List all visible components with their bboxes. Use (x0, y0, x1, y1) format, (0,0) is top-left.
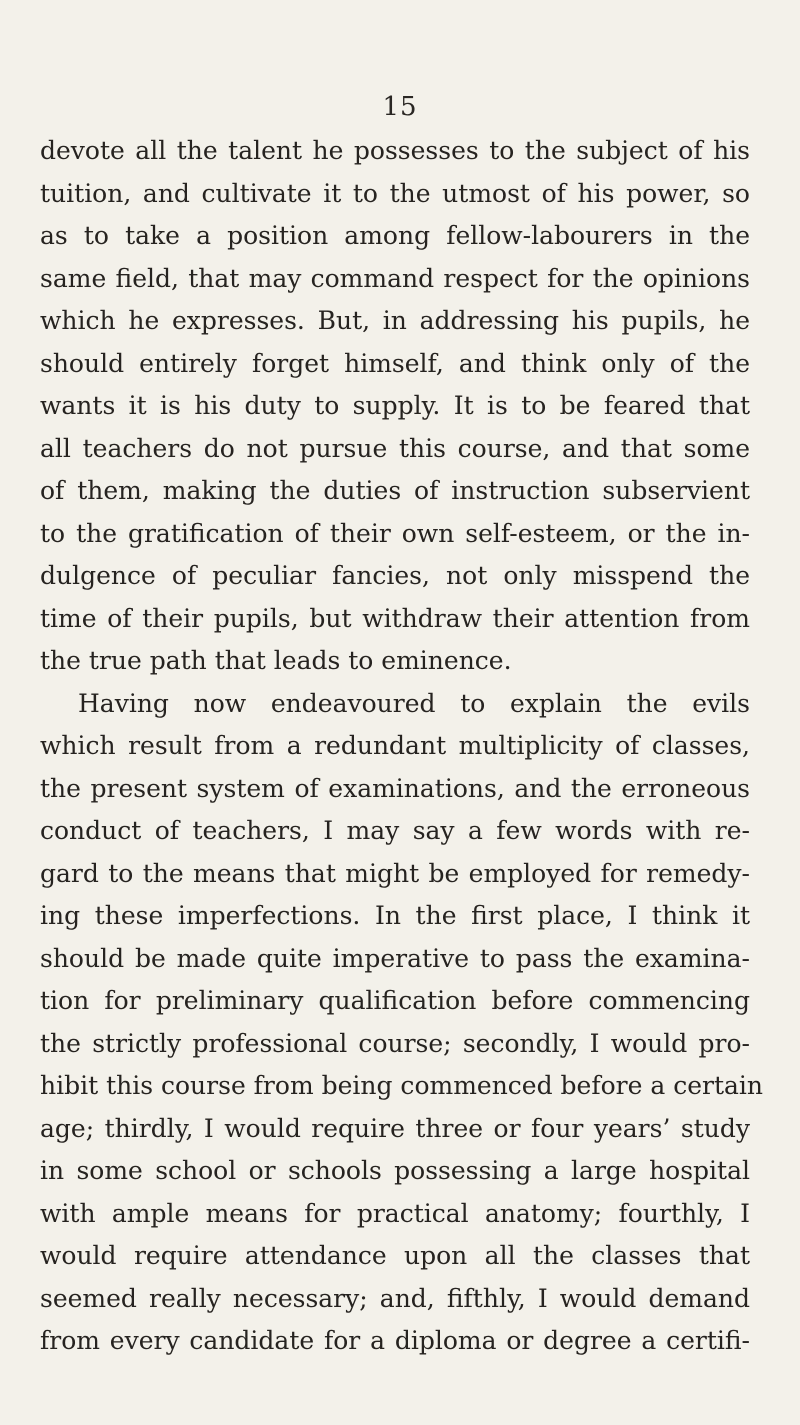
text-line: Having now endeavoured to explain the evils (78, 688, 750, 718)
text-line: wants it is his duty to supply. It is to be feared that (40, 391, 750, 420)
text-line: of them, making the duties of instruction subservient (40, 476, 750, 505)
body-text (40, 130, 763, 1363)
text-line: from every candidate for a diploma or degree a certifi- (40, 1326, 750, 1355)
text-line: which result from a redundant multiplicity of classes, (40, 731, 750, 760)
text-line: the present system of examinations, and the erroneous (40, 773, 750, 803)
text-line: time of their pupils, but withdraw their attention from (40, 603, 750, 633)
text-line: tion for preliminary qualification before commencing (40, 986, 750, 1015)
text-line: age; thirdly, I would require three or four years’ study (40, 1113, 750, 1143)
text-line: as to take a position among fellow-labourers in the (40, 221, 750, 250)
text-line: with ample means for practical anatomy; fourthly, I (40, 1198, 750, 1228)
text-line: all teachers do not pursue this course, and that some (40, 433, 750, 463)
text-line: should entirely forget himself, and think only of the (40, 348, 750, 378)
text-line: same field, that may command respect for the opinions (40, 263, 750, 293)
text-line: hibit this course from being commenced before a certain (40, 1071, 763, 1100)
text-line: conduct of teachers, I may say a few words with re- (40, 816, 750, 845)
text-line: the true path that leads to eminence. (40, 646, 512, 675)
text-line: should be made quite imperative to pass the examina- (40, 943, 750, 973)
text-line: gard to the means that might be employed for remedy- (40, 858, 750, 888)
text-line: which he expresses. But, in addressing his pupils, he (40, 306, 750, 335)
text-line: seemed really necessary; and, fifthly, I would demand (40, 1283, 750, 1313)
text-line: in some school or schools possessing a large hospital (40, 1156, 750, 1185)
text-line: tuition, and cultivate it to the utmost of his power, so (40, 178, 750, 208)
page-number: 15 (382, 92, 418, 122)
text-line: ing these imperfections. In the first place, I think it (40, 901, 750, 930)
text-line: to the gratification of their own self-esteem, or the in- (40, 518, 750, 548)
text-line: devote all the talent he possesses to the subject of his (40, 136, 750, 165)
text-line: the strictly professional course; secondly, I would pro- (40, 1028, 750, 1058)
text-line: would require attendance upon all the classes that (40, 1241, 750, 1270)
text-line: dulgence of peculiar fancies, not only misspend the (40, 561, 750, 590)
